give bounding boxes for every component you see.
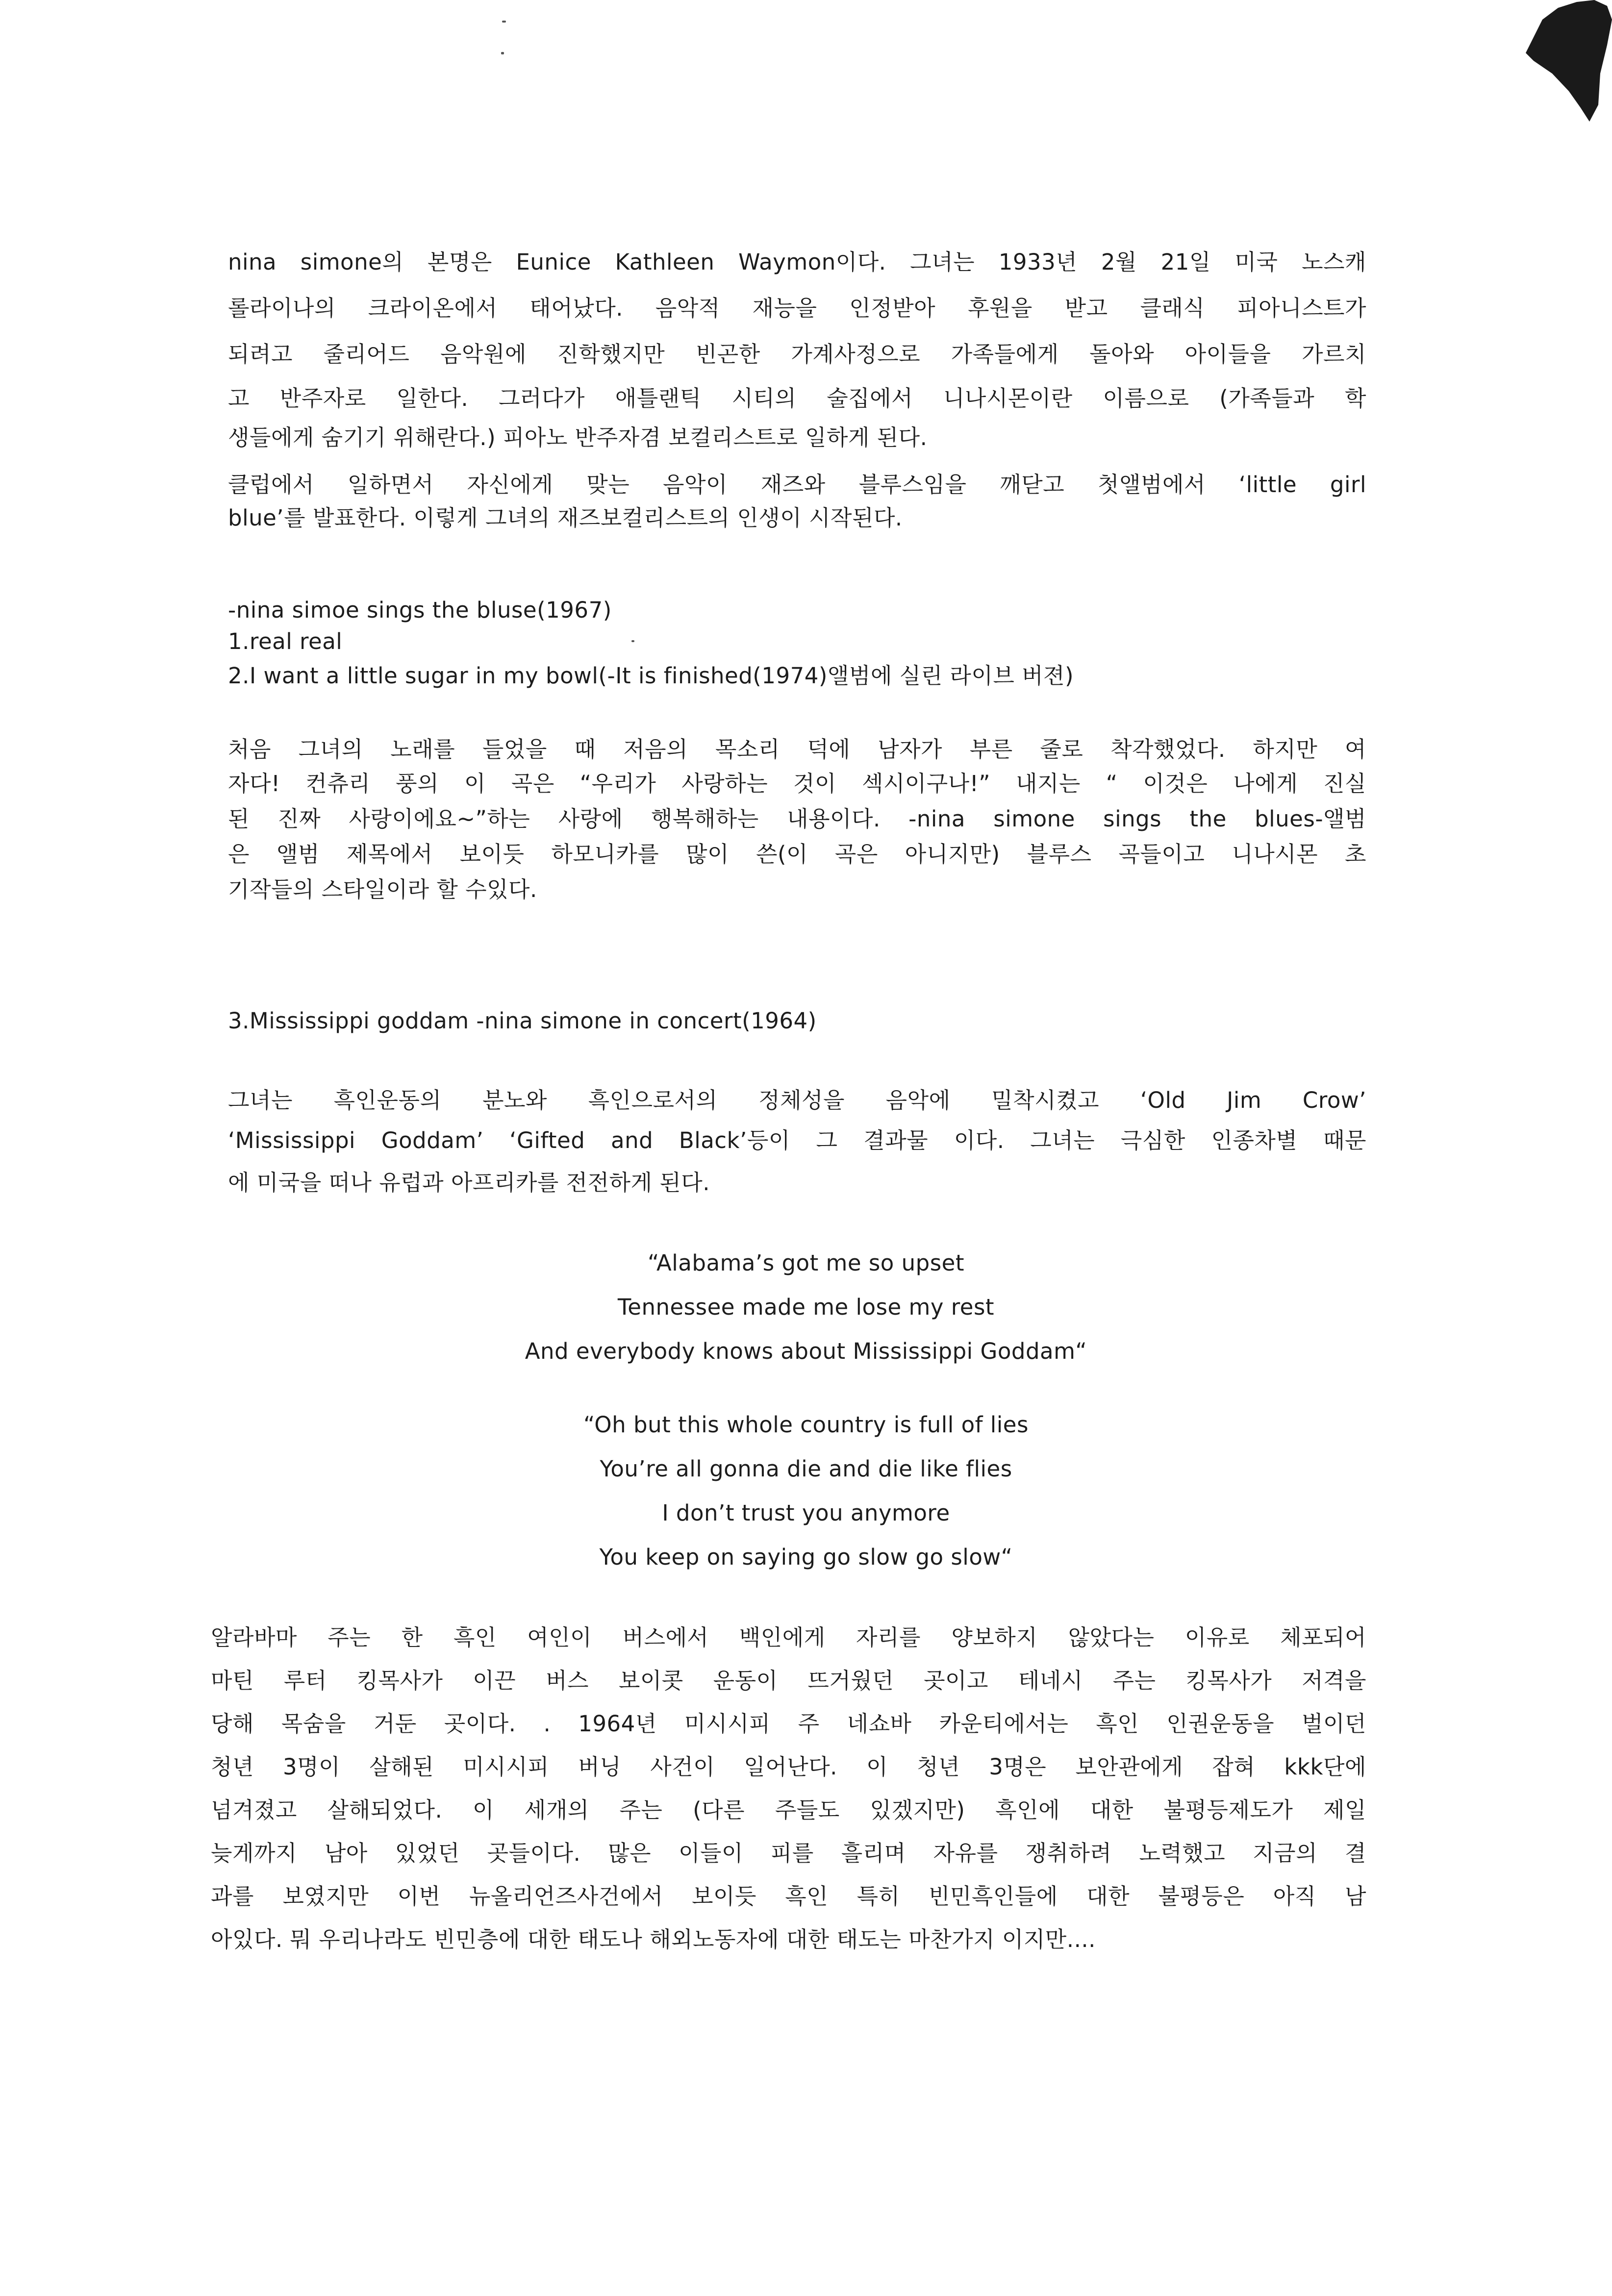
paragraph-4-line-5: 넘겨졌고 살해되었다. 이 세개의 주는 (다른 주들도 있겠지만) 흑인에 대한 불평등제도가 제일 — [211, 1797, 1366, 1823]
paragraph-2-line-2: 자다! 컨츄리 풍의 이 곡은 “우리가 사랑하는 것이 섹시이구나!” 내지는 “ 이것은 나에게 진실 — [228, 771, 1366, 797]
paragraph-2-line-4: 은 앨범 제목에서 보이듯 하모니카를 많이 쓴(이 곡은 아니지만) 블루스 곡들이고 니나시몬 초 — [228, 841, 1366, 867]
paragraph-1-line-2: 롤라이나의 크라이온에서 태어났다. 음악적 재능을 인정받아 후원을 받고 클래식 피아니스트가 — [228, 295, 1366, 321]
lyrics-1-line-1: “Alabama’s got me so upset — [648, 1250, 964, 1276]
paragraph-1-line-6: 클럽에서 일하면서 자신에게 맞는 음악이 재즈와 블루스임을 깨닫고 첫앨범에서 ‘little girl — [228, 472, 1366, 498]
album-1-title: -nina simoe sings the bluse(1967) — [228, 597, 612, 623]
scan-speck — [501, 52, 504, 54]
lyrics-1-line-2: Tennessee made me lose my rest — [617, 1294, 995, 1320]
paragraph-1-line-1: nina simone의 본명은 Eunice Kathleen Waymon이다. 그녀는 1933년 2월 21일 미국 노스캐 — [228, 249, 1366, 275]
album-1-track-1: 1.real real — [228, 628, 343, 654]
paragraph-3-line-3: 에 미국을 떠나 유럽과 아프리카를 전전하게 된다. — [228, 1170, 710, 1196]
paragraph-1-line-3: 되려고 줄리어드 음악원에 진학했지만 빈곤한 가계사정으로 가족들에게 돌아와 아이들을 가르치 — [228, 341, 1366, 367]
paragraph-4-line-2: 마틴 루터 킹목사가 이끈 버스 보이콧 운동이 뜨거웠던 곳이고 테네시 주는 킹목사가 저격을 — [211, 1668, 1366, 1694]
paragraph-4-line-1: 알라바마 주는 한 흑인 여인이 버스에서 백인에게 자리를 양보하지 않았다는 이유로 체포되어 — [211, 1624, 1366, 1650]
lyrics-2-line-2: You’re all gonna die and die like flies — [600, 1456, 1012, 1482]
album-1-track-2: 2.I want a little sugar in my bowl(-It is finished(1974)앨범에 실린 라이브 버젼) — [228, 663, 1074, 689]
paragraph-1-line-5: 생들에게 숨기기 위해란다.) 피아노 반주자겸 보컬리스트로 일하게 된다. — [228, 424, 928, 450]
paragraph-3-line-2: ‘Mississippi Goddam’ ‘Gifted and Black’등이 그 결과물 이다. 그녀는 극심한 인종차별 때문 — [228, 1127, 1366, 1153]
paragraph-2-line-3: 된 진짜 사랑이에요~”하는 사랑에 행복해하는 내용이다. -nina simone sings the blues-앨범 — [228, 806, 1366, 832]
paragraph-4-line-7: 과를 보였지만 이번 뉴올리언즈사건에서 보이듯 흑인 특히 빈민흑인들에 대한 불평등은 아직 남 — [211, 1883, 1366, 1909]
lyrics-2-line-4: You keep on saying go slow go slow“ — [599, 1544, 1013, 1570]
paragraph-1-line-4: 고 반주자로 일한다. 그러다가 애틀랜틱 시티의 술집에서 니나시몬이란 이름으로 (가족들과 학 — [228, 385, 1366, 411]
scan-speck — [631, 640, 634, 642]
paragraph-4-line-3: 당해 목숨을 거둔 곳이다. . 1964년 미시시피 주 네쇼바 카운티에서는 흑인 인권운동을 벌이던 — [211, 1711, 1366, 1737]
paragraph-2-line-1: 처음 그녀의 노래를 들었을 때 저음의 목소리 덕에 남자가 부른 줄로 착각했었다. 하지만 여 — [228, 736, 1366, 762]
lyrics-2-line-3: I don’t trust you anymore — [662, 1500, 950, 1526]
album-2-track-3: 3.Mississippi goddam -nina simone in concert(1964) — [228, 1008, 817, 1034]
paragraph-4-line-6: 늦게까지 남아 있었던 곳들이다. 많은 이들이 피를 흘리며 자유를 쟁취하려 노력했고 지금의 결 — [211, 1840, 1366, 1866]
lyrics-2-line-1: “Oh but this whole country is full of lies — [583, 1412, 1029, 1438]
paragraph-4-line-4: 청년 3명이 살해된 미시시피 버닝 사건이 일어난다. 이 청년 3명은 보안관에게 잡혀 kkk단에 — [211, 1754, 1366, 1780]
torn-corner-mark — [1485, 0, 1612, 127]
paragraph-4-line-8: 아있다. 뭐 우리나라도 빈민층에 대한 태도나 해외노동자에 대한 태도는 마찬가지 이지만.... — [211, 1926, 1096, 1952]
scan-speck — [502, 21, 506, 23]
paragraph-3-line-1: 그녀는 흑인운동의 분노와 흑인으로서의 정체성을 음악에 밀착시켰고 ‘Old Jim Crow’ — [228, 1087, 1366, 1113]
lyrics-1-line-3: And everybody knows about Mississippi Goddam“ — [525, 1338, 1087, 1364]
paragraph-1-line-7: blue’를 발표한다. 이렇게 그녀의 재즈보컬리스트의 인생이 시작된다. — [228, 505, 903, 531]
paragraph-2-line-5: 기작들의 스타일이라 할 수있다. — [228, 876, 537, 902]
